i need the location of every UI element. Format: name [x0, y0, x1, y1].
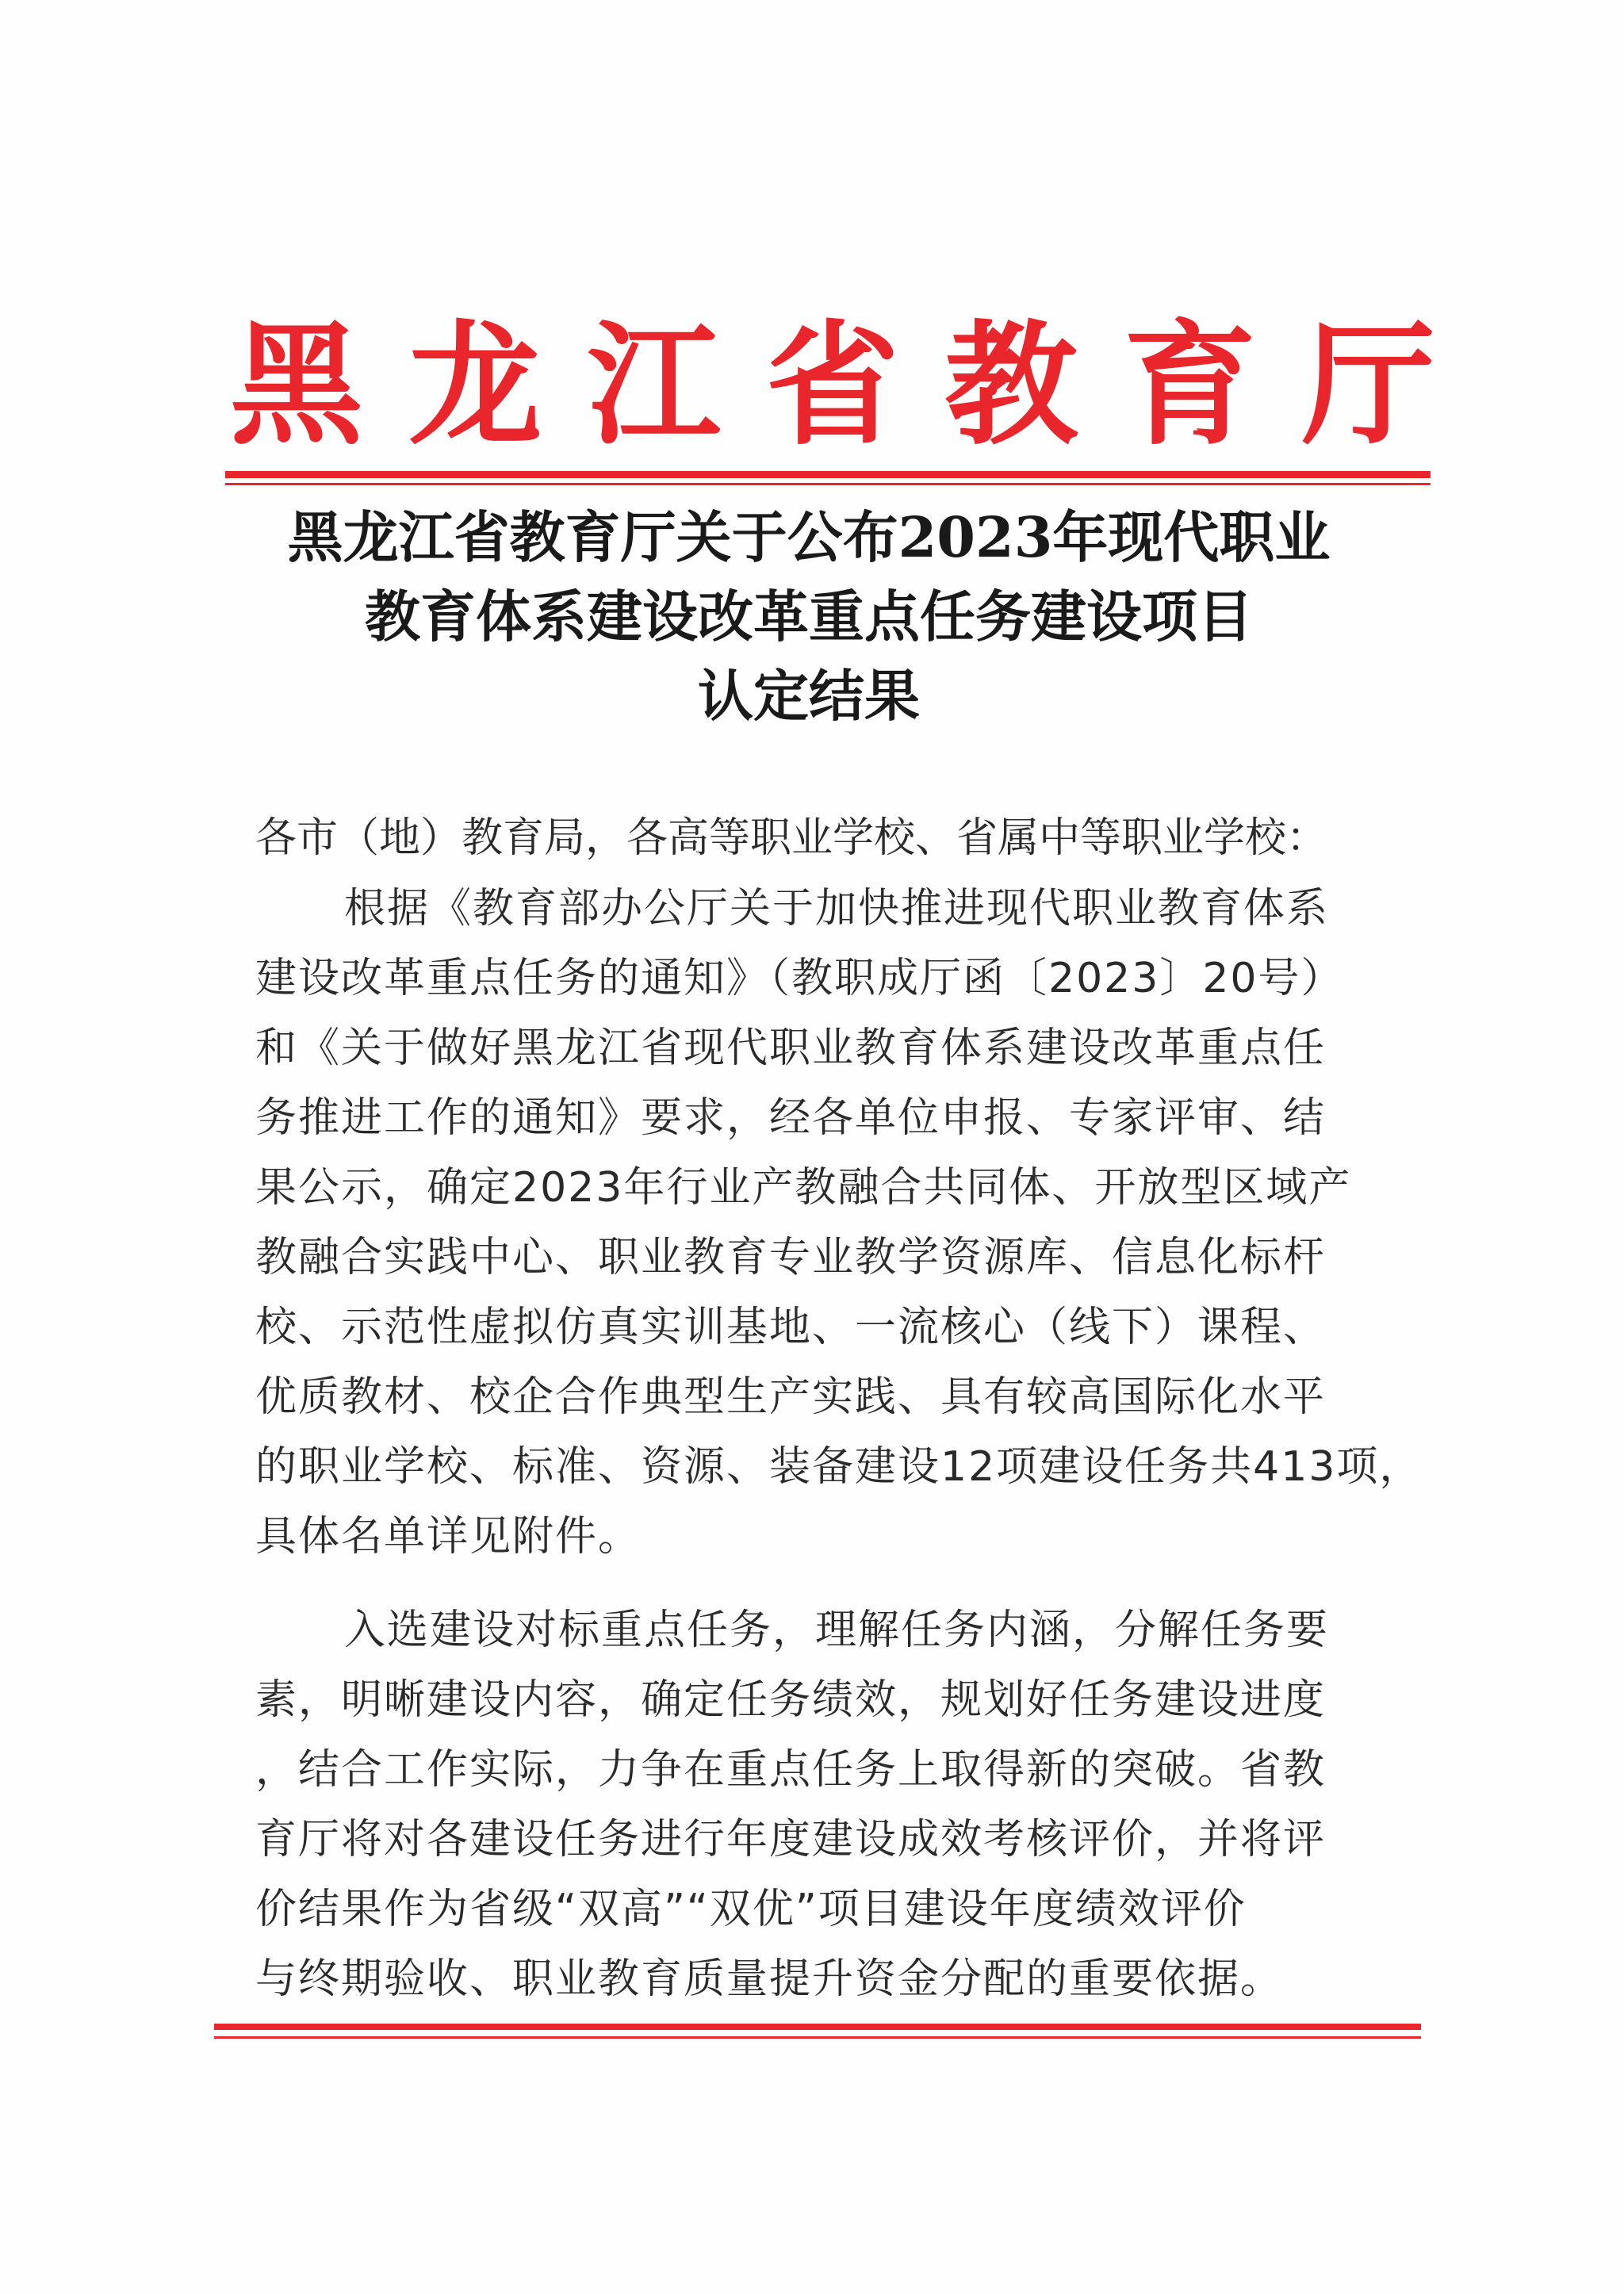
footer-rule-thin: [214, 2036, 1421, 2039]
letterhead-char: 教: [944, 306, 1078, 463]
letterhead-char: 龙: [408, 306, 542, 463]
letterhead-char: 黑: [230, 306, 363, 463]
letterhead-char: 厅: [1301, 306, 1435, 463]
body-line: ，结合工作实际，力争在重点任务上取得新的突破。省教: [255, 1746, 1327, 1794]
letterhead-rule-thick: [225, 471, 1431, 478]
body-line: 的职业学校、标准、资源、装备建设12项建设任务共413项，: [255, 1443, 1423, 1491]
body-line: 务推进工作的通知》要求，经各单位申报、专家评审、结: [255, 1094, 1327, 1142]
letterhead-char: 省: [765, 306, 899, 463]
letterhead-rule-thin: [225, 483, 1431, 485]
footer-rule-thick: [214, 2024, 1421, 2030]
body-line: 和《关于做好黑龙江省现代职业教育体系建设改革重点任: [255, 1024, 1327, 1072]
body-line: 具体名单详见附件。: [255, 1513, 642, 1561]
body-line: 优质教材、校企合作典型生产实践、具有较高国际化水平: [255, 1373, 1327, 1421]
title-line: 教育体系建设改革重点任务建设项目: [365, 584, 1253, 649]
paragraph-2: [255, 1595, 1397, 2014]
letterhead-char: 江: [587, 306, 721, 463]
document-title: [230, 498, 1388, 736]
title-line: 黑龙江省教育厅关于公布2023年现代职业: [287, 504, 1331, 570]
document-body: [255, 802, 1423, 2014]
body-line: 校、示范性虚拟仿真实训基地、一流核心（线下）课程、: [255, 1304, 1327, 1351]
letterhead-char: 育: [1123, 306, 1257, 463]
body-line: 价结果作为省级“双高”“双优”项目建设年度绩效评价: [255, 1886, 1247, 1933]
body-line: 根据《教育部办公厅关于加快推进现代职业教育体系: [344, 885, 1330, 933]
body-line: 教融合实践中心、职业教育专业教学资源库、信息化标杆: [255, 1234, 1327, 1281]
body-line: 素，明晰建设内容，确定任务绩效，规划好任务建设进度: [255, 1676, 1327, 1724]
body-line: 建设改革重点任务的通知》（教职成厅函〔2023〕20号）: [255, 955, 1344, 1002]
body-line: 育厅将对各建设任务进行年度建设成效考核评价，并将评: [255, 1816, 1327, 1863]
addressee-line: 各市（地）教育局，各高等职业学校、省属中等职业学校：: [255, 814, 1328, 862]
body-line: 与终期验收、职业教育质量提升资金分配的重要依据。: [255, 1955, 1284, 2003]
paragraph-1: [255, 874, 1423, 1572]
body-line: 入选建设对标重点任务，理解任务内涵，分解任务要: [344, 1607, 1330, 1654]
body-line: 果公示，确定2023年行业产教融合共同体、开放型区域产: [255, 1164, 1352, 1212]
letterhead-org-name: [230, 305, 1435, 464]
title-line: 认定结果: [698, 663, 920, 729]
